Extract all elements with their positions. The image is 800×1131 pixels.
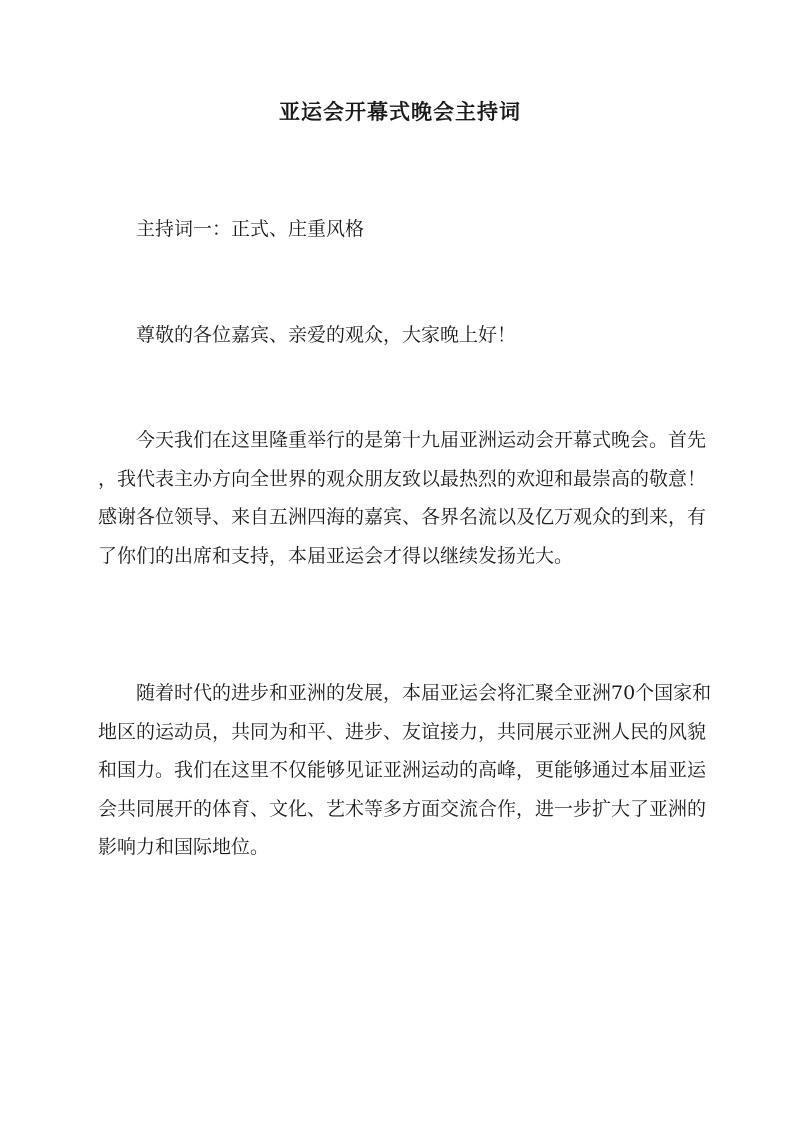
section-heading xyxy=(98,210,706,249)
paragraph-line: 和国力。我们在这里不仅能够见证亚洲运动的高峰，更能够通过本届亚运 xyxy=(98,759,707,781)
paragraph-line: 会共同展开的体育、文化、艺术等多方面交流合作，进一步扩大了亚洲的 xyxy=(98,797,707,820)
paragraph-line: 了你们的出席和支持，本届亚运会才得以继续发扬光大。 xyxy=(98,544,574,567)
greeting-paragraph xyxy=(98,316,706,355)
paragraph-line: 今天我们在这里隆重举行的是第十九届亚洲运动会开幕式晚会。首先 xyxy=(136,429,707,451)
paragraph-line: 随着时代的进步和亚洲的发展，本届亚运会将汇聚全亚洲70个国家和 xyxy=(136,682,712,704)
greeting-text: 尊敬的各位嘉宾、亲爱的观众，大家晚上好！ xyxy=(136,324,517,346)
document-title: 亚运会开幕式晚会主持词 xyxy=(279,99,521,124)
paragraph-line: 地区的运动员，共同为和平、进步、友谊接力，共同展示亚洲人民的风貌 xyxy=(98,720,707,743)
development-paragraph xyxy=(98,674,712,867)
opening-paragraph xyxy=(98,421,706,575)
section-heading-text: 主持词一：正式、庄重风格 xyxy=(136,218,365,240)
paragraph-line: ，我代表主办方向全世界的观众朋友致以最热烈的欢迎和最崇高的敬意！ xyxy=(98,467,707,490)
paragraph-line: 影响力和国际地位。 xyxy=(98,836,270,858)
paragraph-line: 感谢各位领导、来自五洲四海的嘉宾、各界名流以及亿万观众的到来，有 xyxy=(98,506,707,528)
